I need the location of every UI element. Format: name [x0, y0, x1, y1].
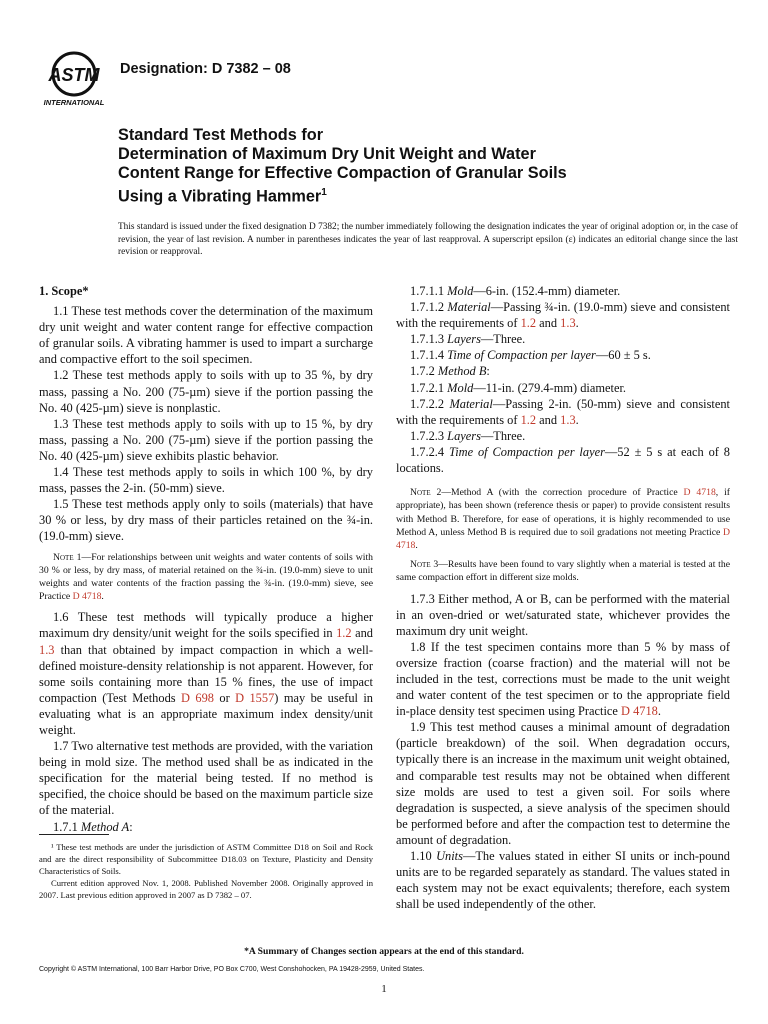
copyright: Copyright © ASTM International, 100 Barr Harbor Drive, PO Box C700, West Conshohocken, PA 19428-2959, United States. — [39, 966, 425, 973]
text: 1.7.2.1 — [410, 380, 448, 395]
note-text: 2—Method A (with the correction procedure of Practice — [430, 487, 684, 499]
text: Material — [447, 300, 491, 315]
paragraph: 1.8 If the test specimen contains more than 5 % by mass of oversize fraction (coarse fraction) and the material will not be included in the test, corrections must be made to the unit weight and water content of the test specimen or to the appropriate field in-place density test specimen using Practice D 4718. — [396, 639, 730, 719]
title-line: Determination of Maximum Dry Unit Weight and Water — [118, 145, 536, 163]
text: ) may be useful in evaluating what is an appropriate maximum index density/unit weight. — [39, 690, 374, 737]
text: 1.7.2.2 — [410, 396, 450, 411]
section-heading: 1. Scope* — [39, 284, 89, 298]
text: 1.7.1.4 — [410, 348, 448, 363]
text: —52 ± 5 s at each of 8 locations. — [396, 444, 731, 476]
paragraph: 1.5 These test methods apply only to soils (materials) that have 30 % or less, by dry mass of their particles retained on the ¾-in. (19.0-mm) sieve. — [39, 497, 373, 544]
designation: Designation: D 7382 – 08 — [120, 61, 291, 77]
left-column — [39, 283, 373, 835]
link-1-3[interactable]: 1.3 — [560, 412, 576, 427]
text: than that obtained by impact compaction in which a well-defined moisture-density relationship is not apparent. However, for some soils containing more than 15 % fines, the use of impact compaction (Test Methods — [39, 642, 373, 705]
text: 1.7.1.2 — [410, 300, 448, 315]
text: Method A — [80, 819, 130, 834]
summary-notice: *A Summary of Changes section appears at the end of this standard. — [244, 946, 524, 957]
link-1-2[interactable]: 1.2 — [520, 316, 537, 331]
paragraph — [396, 428, 730, 444]
text: 1.7.2.4 — [410, 444, 449, 459]
title-line — [118, 183, 738, 206]
paragraph: 1.9 This test method causes a minimal amount of degradation (particle breakdown) of the soil. When degradation occurs, typically there is an increase in the maximum unit weight obtained, and comparable test results may not be obtained when different size molds are used to test a given soil. For soils where degradation is suspected, a sieve analysis of the specimen should be performed before and after the compaction test to determine the amount of degradation. — [396, 720, 730, 847]
title-line: Content Range for Effective Compaction of Granular Soils — [118, 164, 567, 182]
text: 1.7.2.3 — [410, 428, 448, 443]
paragraph — [39, 819, 373, 835]
text: —Passing 2-in. (50-mm) sieve and consistent with the requirements of — [396, 396, 730, 427]
note-1: Note 1—For relationships between unit weights and water contents of soils with 30 % or less, by dry mass, of material retained on the ¾-in. (19.0-mm) sieve to unit weights and water contents of the fraction passing the ¾-in. (19.0-mm) sieve, see Practice D 4718. — [39, 551, 373, 603]
paragraph: 1.1 These test methods cover the determination of the maximum dry unit weight and water content range for effective compaction of granular soils. A vibrating hammer is used to impart a surcharge and compactive effort to the soil specimen. — [39, 304, 373, 367]
paragraph — [396, 363, 730, 379]
astm-logo — [35, 50, 113, 108]
note-2: Note 2—Method A (with the correction procedure of Practice D 4718, if appropriate), has been shown (reference thesis or paper) to provide consistent results with Method B. Therefore, for ease of operations, it is highly recommended to use Method A, unless Method B is required due to soil gradations not meeting Practice D 4718. — [396, 487, 731, 551]
footnote: ¹ These test methods are under the jurisdiction of ASTM Committee D18 on Soil and Rock and are the direct responsibility of Subcommittee D18.03 on Texture, Plasticity and Density Characteristics of Soils. — [39, 842, 373, 876]
link-d4718[interactable]: D 4718 — [396, 526, 730, 551]
text: —The values stated in either SI units or inch-pound units are to be regarded separately as standard. The values stated in each system may not be exact equivalents; therefore, each system shall be used independently of the other. — [396, 849, 730, 912]
link-d1557[interactable]: D 1557 — [235, 690, 275, 705]
text: Time of Compaction per layer — [448, 444, 605, 459]
note-text: 3—Results have been found to vary slightly when a material is tested at the same compaction effort in different size molds. — [396, 559, 730, 584]
note-label: Note — [53, 551, 74, 563]
link-1-2[interactable]: 1.2 — [336, 626, 352, 641]
text: Layers — [447, 332, 481, 347]
text: 1.7.1 — [53, 819, 81, 834]
paragraph — [396, 283, 730, 299]
text: —6-in. (152.4-mm) diameter. — [473, 284, 621, 298]
text: —Three. — [480, 428, 526, 443]
text: 1.10 — [410, 849, 437, 864]
paragraph — [39, 609, 373, 738]
logo-subtext: INTERNATIONAL — [43, 98, 105, 107]
paragraph — [396, 331, 730, 347]
text: Layers — [447, 428, 481, 443]
text: or — [213, 690, 236, 705]
paragraph — [396, 347, 730, 363]
text: . — [575, 316, 579, 331]
title-footnote-mark: 1 — [321, 187, 327, 198]
paragraph — [396, 848, 730, 912]
note-text: 1—For relationships between unit weights and water contents of soils with 30 % or less, by dry mass, of material retained on the ¾-in. (19.0-mm) sieve to unit weights and water contents of the fraction passing the ¾-in. (19.0-mm) sieve, see Practice — [39, 551, 373, 603]
link-1-2[interactable]: 1.2 — [520, 412, 537, 427]
paragraph: 1.3 These test methods apply to soils with up to 15 %, by dry mass, passing a No. 200 (75-µm) sieve if the portion passing the No. 40 (425-µm) sieve exhibits plastic behavior. — [39, 416, 373, 463]
text: —60 ± 5 s. — [595, 348, 651, 363]
text: . — [575, 412, 579, 427]
paragraph — [396, 396, 730, 428]
text: —Three. — [480, 332, 526, 347]
text: Material — [449, 396, 493, 411]
text: Time of Compaction per layer — [447, 348, 596, 363]
paragraph: 1.2 These test methods apply to soils with up to 35 %, by dry mass, passing a No. 200 (75-µm) sieve if the portion passing the No. 40 (425-µm) sieve is nonplastic. — [39, 368, 373, 415]
document-title — [118, 126, 738, 206]
footnotes — [39, 834, 373, 901]
paragraph — [396, 299, 730, 331]
text: and — [536, 412, 561, 427]
note-text: , if appropriate), has been shown (reference thesis or paper) to provide consistent results with Method B. Therefore, for ease of operations, it is highly recommended to use Method A, unless Method B is required due to soil gradations not meeting Practice — [396, 487, 731, 538]
text: and — [536, 316, 561, 331]
link-d4718[interactable]: D 4718 — [683, 487, 716, 499]
paragraph — [396, 444, 730, 476]
note-label: Note — [410, 559, 431, 571]
right-column — [396, 283, 730, 912]
note-3 — [396, 558, 730, 584]
text: and — [351, 626, 373, 641]
text: 1.7.1.3 — [410, 332, 448, 347]
text: : — [486, 364, 490, 379]
link-d4718[interactable]: D 4718 — [72, 591, 102, 603]
paragraph: 1.7 Two alternative test methods are provided, with the variation being in mold size. The method used shall be as indicated in the specification for the material being tested. If no method is specified, the choice should be based on the maximum particle size of the material. — [39, 739, 373, 818]
text: 1.8 If the test specimen contains more than 5 % by mass of oversize fraction (coarse fraction) and the material will not be included in the test, corrections must be made to the unit weight and water content of the test specimen or to the appropriate field in-place density test specimen using Practice — [396, 639, 730, 719]
title-line-4: Using a Vibrating Hammer — [118, 187, 322, 206]
note-label: Note — [410, 487, 431, 499]
link-d698[interactable]: D 698 — [181, 690, 214, 705]
text: —Passing ¾-in. (19.0-mm) sieve and consistent with the requirements of — [396, 300, 730, 331]
paragraph: 1.4 These test methods apply to soils in which 100 %, by dry mass, passes the 2-in. (50-mm) sieve. — [39, 465, 373, 496]
link-1-3[interactable]: 1.3 — [560, 316, 576, 331]
text: Mold — [447, 380, 474, 395]
text: : — [129, 819, 133, 834]
link-1-3[interactable]: 1.3 — [39, 642, 55, 657]
text: 1.7.1.1 — [410, 284, 448, 298]
page-number: 1 — [381, 983, 387, 995]
text: Method B — [437, 364, 487, 379]
paragraph: 1.7.3 Either method, A or B, can be performed with the material in an oven-dried or wet/saturated state, whichever provides the maximum dry unit weight. — [396, 591, 730, 638]
text: —11-in. (279.4-mm) diameter. — [473, 380, 626, 395]
footnote-rule — [39, 834, 109, 835]
logo-text: ASTM — [48, 65, 100, 85]
intro-paragraph: This standard is issued under the fixed designation D 7382; the number immediately following the designation indicates the year of original adoption or, in the case of revision, the year of last revision. A number in parentheses indicates the year of last reapproval. A superscript epsilon (ε) indicates an editorial change since the last revision or reapproval. — [118, 222, 738, 257]
link-d4718[interactable]: D 4718 — [621, 704, 658, 719]
paragraph — [396, 380, 730, 396]
text: Units — [436, 849, 463, 864]
text: 1.7.2 — [410, 364, 438, 379]
text: 1.6 These test methods will typically produce a higher maximum dry density/unit weight for the soils specified in — [39, 610, 373, 641]
title-line: Standard Test Methods for — [118, 126, 324, 144]
footnote: Current edition approved Nov. 1, 2008. Published November 2008. Originally approved in 2007. Last previous edition approved in 2007 as D 7382 – 07. — [39, 878, 373, 900]
text: Mold — [447, 284, 474, 298]
